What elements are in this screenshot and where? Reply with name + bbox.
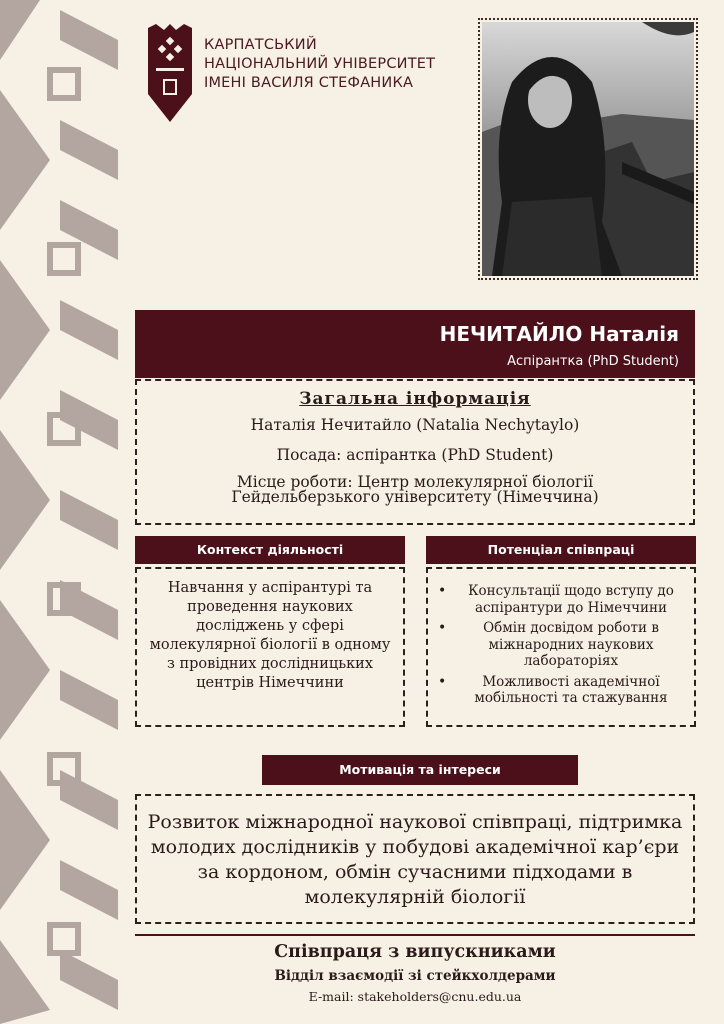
footer-email[interactable]: E-mail: stakeholders@cnu.edu.ua [308,989,522,1004]
name-banner [135,310,695,378]
motivation-heading: Мотивація та інтереси [262,755,578,785]
university-name-line: КАРПАТСЬКИЙ [204,37,317,53]
motivation-text: Розвиток міжнародної наукової співпраці, підтримка молодих дослідників у побудові академічної кар’єри за кордоном, обмін сучасними підходами в молекулярній біології [147,811,683,908]
profile-name: НЕЧИТАЙЛО Наталія [439,322,679,346]
bullet-icon: • [438,583,447,599]
profile-role: Аспірантка (PhD Student) [507,354,679,369]
footer-divider [135,934,695,936]
footer-title: Співпраця з випускниками [274,942,556,962]
context-box [135,567,405,727]
university-name [204,36,435,93]
list-item [438,620,686,670]
full-name: Наталія Нечитайло (Natalia Nechytaylo) [250,416,580,434]
potential-list [438,583,686,707]
workplace-line: Місце роботи: Центр молекулярної біології [236,473,594,491]
context-heading: Контекст діяльності [135,536,405,564]
list-item-text: Консультації щодо вступу до аспірантури до Німеччини [468,583,674,616]
list-item-text: Обмін досвідом роботи в міжнародних наукових лабораторіях [483,620,659,669]
profile-photo [478,18,698,280]
general-info-box [135,379,695,525]
footer-department: Відділ взаємодії зі стейкхолдерами [274,968,556,984]
footer [135,940,695,1004]
list-item [438,583,686,616]
ornament-border [0,0,118,1024]
bullet-icon: • [438,620,447,636]
bullet-icon: • [438,673,447,690]
list-item [438,674,686,707]
university-logo [144,24,196,122]
potential-heading: Потенціал співпраці [426,536,696,564]
university-name-line: НАЦІОНАЛЬНИЙ УНІВЕРСИТЕТ [204,56,436,72]
potential-box [426,567,696,727]
general-info-heading: Загальна інформація [299,389,531,409]
university-name-line: ІМЕНІ ВАСИЛЯ СТЕФАНИКА [204,75,414,91]
workplace-line: Гейдельберзького університету (Німеччина) [231,488,599,506]
list-item-text: Можливості академічної мобільності та стажування [474,673,668,706]
motivation-box [135,794,695,924]
context-text: Навчання у аспірантурі та проведення наукових досліджень у сфері молекулярної біології в одному з провідних дослідницьких центрів Німеччини [149,580,391,691]
portrait-image [482,22,694,276]
position: Посада: аспірантка (PhD Student) [276,446,554,464]
